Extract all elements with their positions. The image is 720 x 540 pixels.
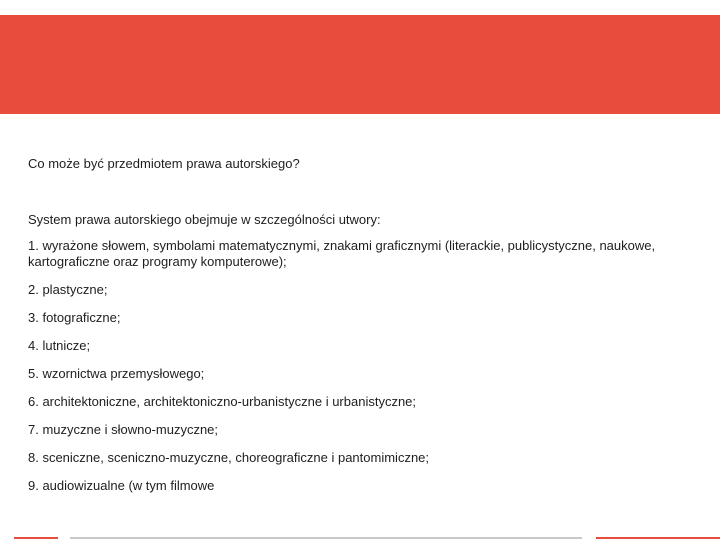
list-item: 8. sceniczne, sceniczno-muzyczne, choreograficzne i pantomimiczne; — [28, 450, 430, 465]
slide-intro: System prawa autorskiego obejmuje w szczególności utwory: — [28, 212, 381, 227]
slide-question: Co może być przedmiotem prawa autorskiego? — [28, 156, 300, 171]
list-item: 7. muzyczne i słowno-muzyczne; — [28, 422, 219, 437]
list-item: 2. plastyczne; — [28, 282, 108, 297]
list-item: 6. architektoniczne, architektoniczno-urbanistyczne i urbanistyczne; — [28, 394, 417, 409]
header-band — [0, 15, 720, 114]
list-item: 4. lutnicze; — [28, 338, 91, 353]
list-item: 1. wyrażone słowem, symbolami matematycznymi, znakami graficznymi (literackie, publicystyczne, naukowe, kartograficzne oraz programy komputerowe); — [28, 238, 656, 269]
slide-body — [28, 156, 698, 506]
list-item: 5. wzornictwa przemysłowego; — [28, 366, 205, 381]
footer-accent-right — [596, 537, 720, 539]
footer-divider — [70, 537, 582, 539]
works-list — [28, 238, 698, 494]
list-item: 9. audiowizualne (w tym filmowe — [28, 478, 215, 493]
list-item: 3. fotograficzne; — [28, 310, 121, 325]
footer-accent-left — [14, 537, 58, 539]
